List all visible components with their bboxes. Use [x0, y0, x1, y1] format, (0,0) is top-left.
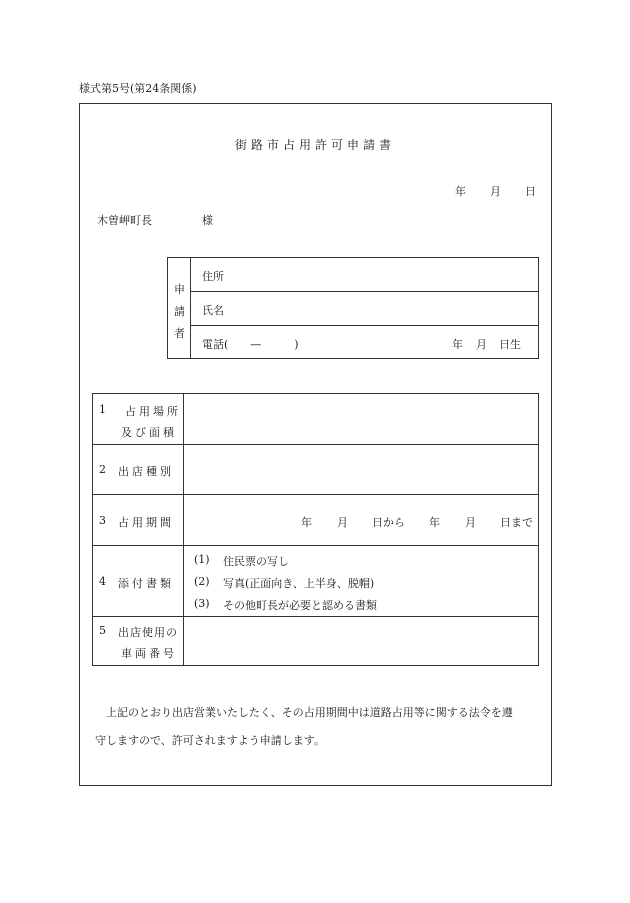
row-number: 1 — [99, 403, 106, 416]
row-label: 占用期間 — [118, 516, 174, 529]
attachment-text: 写真(正面向き、上半身、脱帽) — [223, 577, 375, 590]
birth-year-label: 年 — [452, 338, 463, 351]
address-field[interactable] — [191, 258, 538, 292]
period-month1: 月 — [337, 516, 348, 529]
row-number: 4 — [99, 575, 106, 588]
row-number: 2 — [99, 463, 106, 476]
row-number: 5 — [99, 624, 106, 637]
period-year2: 年 — [429, 516, 440, 529]
period-from: 日から — [372, 516, 405, 529]
attachment-text: 住民票の写し — [223, 555, 289, 568]
attachment-text: その他町長が必要と認める書類 — [223, 599, 377, 612]
row-label: 添付書類 — [118, 577, 174, 590]
attachment-number: (2) — [194, 575, 210, 588]
date-day-label: 日 — [525, 185, 536, 198]
date-month-label: 月 — [490, 185, 501, 198]
name-field[interactable] — [191, 292, 538, 326]
name-label: 氏名 — [202, 304, 224, 317]
date-year-label: 年 — [455, 185, 466, 198]
attachment-number: (1) — [194, 553, 210, 566]
document-title: 街路市占用許可申請書 — [234, 138, 395, 152]
applicant-section — [167, 257, 539, 359]
row-label-line2: 車両番号 — [121, 647, 177, 660]
phone-label: 電話( — ) — [202, 338, 299, 351]
table-row-vehicle[interactable] — [93, 617, 538, 665]
form-number-label: 様式第5号(第24条関係) — [79, 82, 197, 95]
row-label-line2: 及び面積 — [121, 426, 177, 439]
applicant-label-column — [168, 258, 191, 358]
address-label: 住所 — [202, 270, 224, 283]
applicant-label-char: 請 — [174, 305, 185, 318]
period-until: 日まで — [500, 516, 533, 529]
phone-field[interactable] — [191, 326, 538, 360]
table-row-store-type[interactable] — [93, 445, 538, 495]
birth-day-label: 日生 — [499, 338, 521, 351]
applicant-label-char: 者 — [174, 327, 185, 340]
row-label: 占用場所 — [125, 405, 181, 418]
attachment-number: (3) — [194, 597, 210, 610]
addressee-name: 木曽岬町長 — [97, 214, 152, 227]
applicant-label-char: 申 — [174, 283, 185, 296]
table-row-period[interactable] — [93, 495, 538, 546]
row-label: 出店使用の — [118, 626, 178, 639]
period-month2: 月 — [465, 516, 476, 529]
birth-month-label: 月 — [476, 338, 487, 351]
application-table — [92, 393, 539, 666]
addressee-honorific: 様 — [202, 214, 213, 227]
row-number: 3 — [99, 514, 106, 527]
declaration-line: 守しますので、許可されますよう申請します。 — [95, 734, 325, 747]
declaration-text — [95, 699, 543, 755]
table-row-location[interactable] — [93, 394, 538, 445]
table-row-attachments — [93, 546, 538, 617]
row-label: 出店種別 — [118, 465, 174, 478]
declaration-line: 上記のとおり出店営業いたしたく、その占用期間中は道路占用等に関する法令を遵 — [106, 706, 513, 719]
period-year1: 年 — [301, 516, 312, 529]
